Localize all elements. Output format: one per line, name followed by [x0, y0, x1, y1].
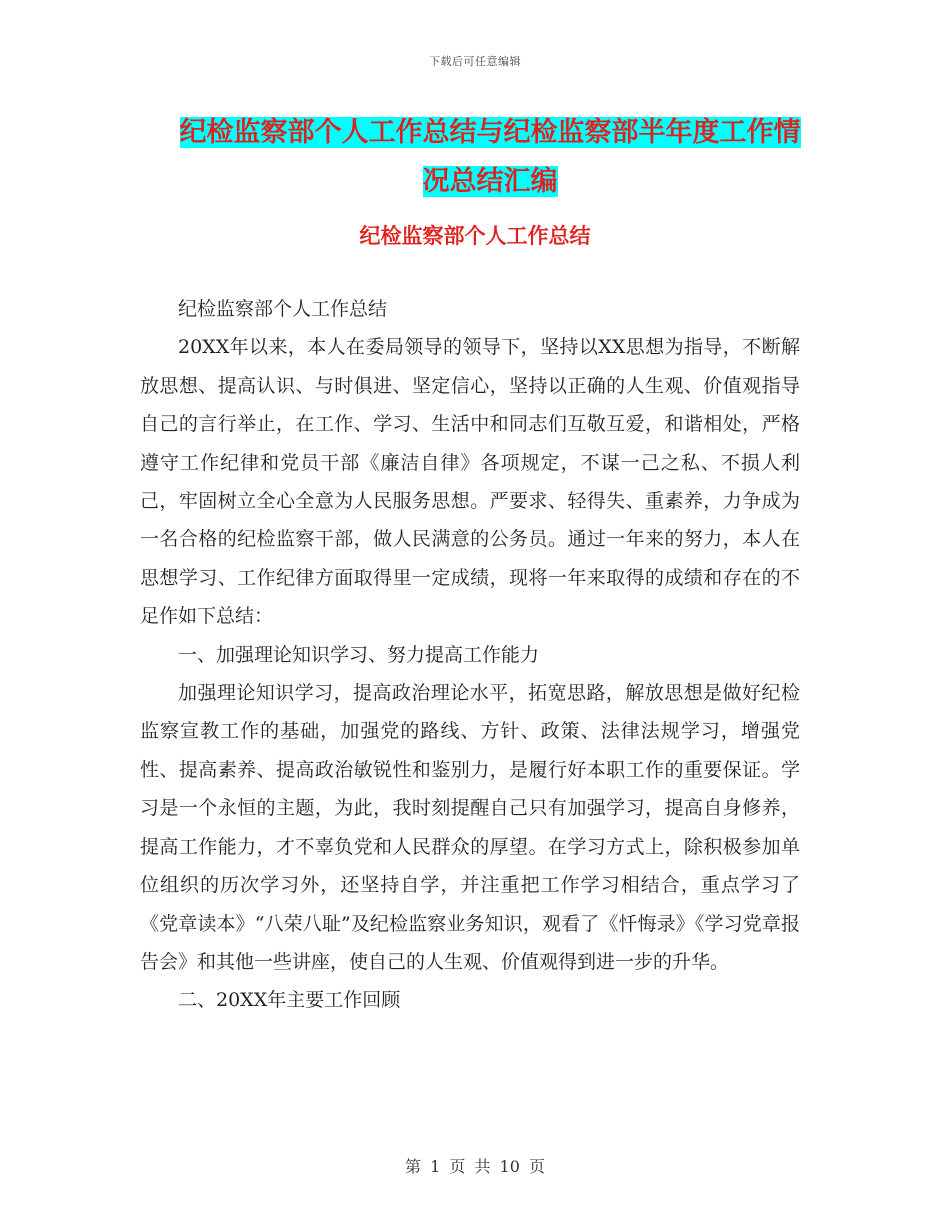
- paragraph-intro: 20XX年以来，本人在委局领导的领导下，坚持以XX思想为指导，不断解放思想、提高认识、与时俱进、坚定信心，坚持以正确的人生观、价值观指导自己的言行举止，在工作、学习、生活中和同志们互敬互爱，和谐相处，严格遵守工作纪律和党员干部《廉洁自律》各项规定，不谋一己之私、不损人利己，牢固树立全心全意为人民服务思想。严要求、轻得失、重素养，力争成为一名合格的纪检监察干部，做人民满意的公务员。通过一年来的努力，本人在思想学习、工作纪律方面取得里一定成绩，现将一年来取得的成绩和存在的不足作如下总结：: [140, 336, 800, 628]
- paragraph-subtitle: 纪检监察部个人工作总结: [178, 298, 388, 320]
- paragraph-study: 加强理论知识学习，提高政治理论水平，拓宽思路，解放思想是做好纪检监察宣教工作的基础，加强党的路线、方针、政策、法律法规学习，增强党性、提高素养、提高政治敏锐性和鉴别力，是履行好本职工作的重要保证。学习是一个永恒的主题，为此，我时刻提醒自己只有加强学习，提高自身修养，提高工作能力，才不辜负党和人民群众的厚望。在学习方式上，除积极参加单位组织的历次学习外，还坚持自学，并注重把工作学习相结合，重点学习了《党章读本》“八荣八耻”及纪检监察业务知识，观看了《忏悔录》《学习党章报告会》和其他一些讲座，使自己的人生观、价值观得到进一步的升华。: [140, 682, 800, 973]
- paragraph-heading-1: 一、加强理论知识学习、努力提高工作能力: [178, 643, 540, 666]
- document-title-line-1: 纪检监察部个人工作总结与纪检监察部半年度工作情: [179, 117, 801, 148]
- header-note: 下载后可任意编辑: [429, 55, 521, 68]
- document-title-line-2: 况总结汇编: [422, 166, 558, 197]
- page-number-footer: 第 1 页 共 10 页: [405, 1157, 545, 1176]
- paragraph-heading-2: 二、20XX年主要工作回顾: [178, 989, 401, 1012]
- document-title: [140, 108, 840, 206]
- section-title: 纪检监察部个人工作总结: [359, 224, 591, 248]
- document-body: [140, 290, 800, 1020]
